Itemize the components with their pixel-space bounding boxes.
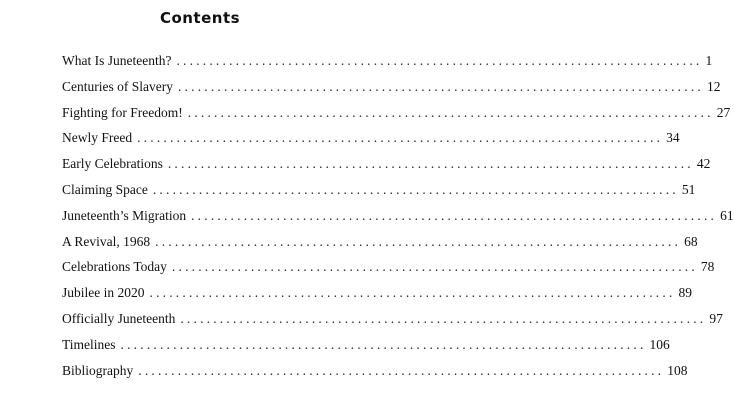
toc-entry-title: Fighting for Freedom! [62, 104, 183, 120]
toc-entry-title: Bibliography [62, 362, 134, 378]
toc-page-number: 97 [709, 310, 723, 326]
toc-page-number: 108 [667, 362, 688, 378]
toc-entry [62, 207, 734, 234]
toc-entry [62, 362, 688, 389]
toc-page-number: 61 [720, 207, 734, 223]
dot-leader: ................................................................................ [155, 233, 682, 249]
toc-entry-title: Claiming Space [62, 181, 148, 197]
toc-entry [62, 285, 692, 311]
toc-page-number: 51 [681, 181, 696, 197]
toc-entry [62, 336, 670, 363]
toc-entry [62, 53, 713, 79]
dot-leader: ................................................................................ [149, 285, 676, 301]
toc-entry-title: Centuries of Slavery [62, 78, 173, 94]
toc-page-number: 78 [700, 259, 715, 275]
toc-page-number: 34 [666, 130, 680, 146]
dot-leader: ................................................................................ [187, 104, 714, 120]
dot-leader: ................................................................................ [171, 259, 698, 275]
toc-entry-title: Officially Juneteenth [62, 310, 176, 326]
toc-entry [62, 104, 731, 131]
toc-page-number: 1 [705, 53, 713, 68]
toc-entry-title: Jubilee in 2020 [62, 285, 145, 301]
toc-entry [62, 233, 698, 260]
toc-entry [62, 130, 680, 156]
toc-page-number: 12 [706, 78, 721, 94]
dot-leader: ................................................................................ [152, 181, 679, 197]
page-title: Contents [159, 9, 241, 27]
dot-leader: ................................................................................ [138, 362, 665, 378]
toc-entry [62, 156, 711, 182]
toc-entry-title: Celebrations Today [62, 259, 167, 275]
toc-entry-title: Newly Freed [62, 130, 133, 146]
toc-entry-title: A Revival, 1968 [62, 233, 151, 249]
toc-page-number: 106 [649, 336, 670, 352]
toc-page-number: 27 [716, 104, 731, 120]
dot-leader: ................................................................................ [180, 310, 707, 326]
dot-leader: ................................................................................ [120, 336, 647, 352]
toc-entry-title: Juneteenth’s Migration [62, 207, 187, 223]
toc-entry-title: What Is Juneteenth? [62, 53, 172, 68]
table-of-contents [62, 53, 734, 388]
dot-leader: ................................................................................ [177, 78, 704, 94]
toc-entry-title: Early Celebrations [62, 156, 163, 172]
dot-leader: ................................................................................ [167, 156, 694, 172]
toc-page-number: 42 [696, 156, 711, 172]
toc-entry-title: Timelines [62, 336, 116, 352]
toc-entry [62, 78, 721, 105]
toc-entry [62, 181, 696, 208]
toc-entry [62, 259, 715, 285]
toc-page-number: 89 [678, 285, 692, 301]
toc-page-number: 68 [684, 233, 698, 249]
toc-entry [62, 310, 723, 337]
dot-leader: ................................................................................ [137, 130, 664, 146]
dot-leader: ................................................................................ [176, 53, 703, 68]
dot-leader: ................................................................................ [191, 207, 718, 223]
